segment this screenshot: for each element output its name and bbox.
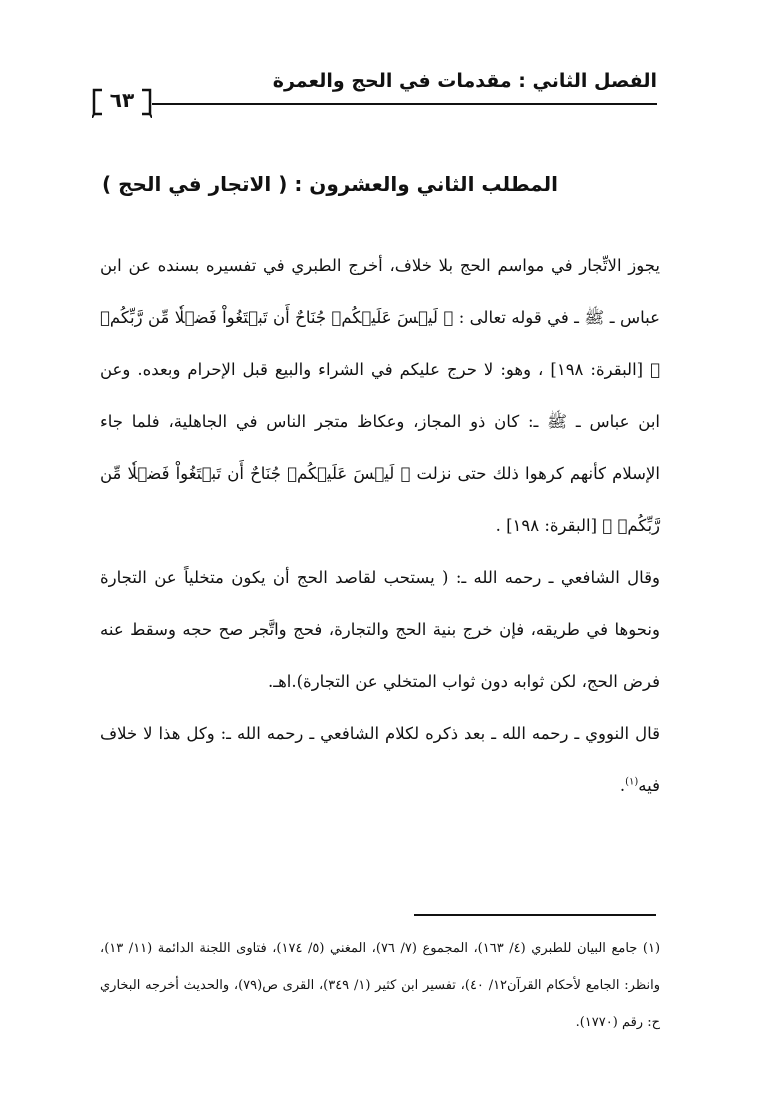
quran-verse-1: ﴿ لَيۡسَ عَلَيۡكُمۡ جُنَاحٌ أَن تَبۡتَغُواْ فَضۡلٗا مِّن رَّبِّكُمۡ ﴾	[100, 308, 660, 379]
paragraph-3-end: .	[619, 776, 626, 795]
footnote-1: (١) جامع البيان للطبري (٤/ ١٦٣)، المجموع (٧/ ٧٦)، المغني (٥/ ١٧٤)، فتاوى اللجنة الدائمة (١١/ ١٣)، وانظر: الجامع لأحكام القرآن١٢/ ٤٠)، تفسير ابن كثير (١/ ٣٤٩)، القرى ص(٧٩)، والحديث أخرجه البخاري ح: رقم (١٧٧٠).	[100, 941, 661, 1030]
chapter-title: الفصل الثاني : مقدمات في الحج والعمرة	[272, 70, 657, 92]
body-text	[100, 240, 660, 812]
footnote-reference: (١)	[625, 776, 639, 788]
running-header	[92, 70, 657, 110]
paragraph-1-end: [البقرة: ١٩٨] .	[495, 516, 603, 535]
section-heading: المطلب الثاني والعشرون : ( الاتجار في الحج )	[102, 172, 558, 196]
paragraph-3-text: قال النووي ـ رحمه الله ـ بعد ذكره لكلام الشافعي ـ رحمه الله ـ: وكل هذا لا خلاف فيه	[100, 724, 660, 795]
paragraph-1-intro: يجوز الاتِّجار في مواسم الحج بلا خلاف، أخرج الطبري في تفسيره بسنده عن ابن عباس ـ ﷺ ـ في قوله تعالى :	[100, 256, 660, 327]
paragraph-1-continuation: [البقرة: ١٩٨] ، وهو: لا حرج عليكم في الشراء والبيع قبل الإحرام وبعده. وعن ابن عباس ـ ﷺ ـ: كان ذو المجاز، وعكاظ متجر الناس في الجاهلية، فلما جاء الإسلام كأنهم كرهوا ذلك حتى نزلت	[100, 360, 660, 483]
paragraph-3	[100, 708, 660, 812]
header-rule	[152, 103, 657, 105]
quran-verse-2: ﴿ لَيۡسَ عَلَيۡكُمۡ جُنَاحٌ أَن تَبۡتَغُواْ فَضۡلٗا مِّن رَّبِّكُمۡ ﴾	[100, 464, 660, 535]
footnotes	[100, 930, 660, 1041]
page-number: ٦٣	[109, 88, 135, 112]
paragraph-1	[100, 240, 660, 552]
paragraph-2: وقال الشافعي ـ رحمه الله ـ: ( يستحب لقاصد الحج أن يكون متخلياً عن التجارة ونحوها في طريقه، فإن خرج بنية الحج والتجارة، فحج واتَّجر صح حجه وسقط عنه فرض الحج، لكن ثوابه دون ثواب المتخلي عن التجارة).اهـ.	[100, 568, 660, 691]
footnote-separator	[414, 914, 656, 916]
page-number-frame	[92, 86, 152, 118]
